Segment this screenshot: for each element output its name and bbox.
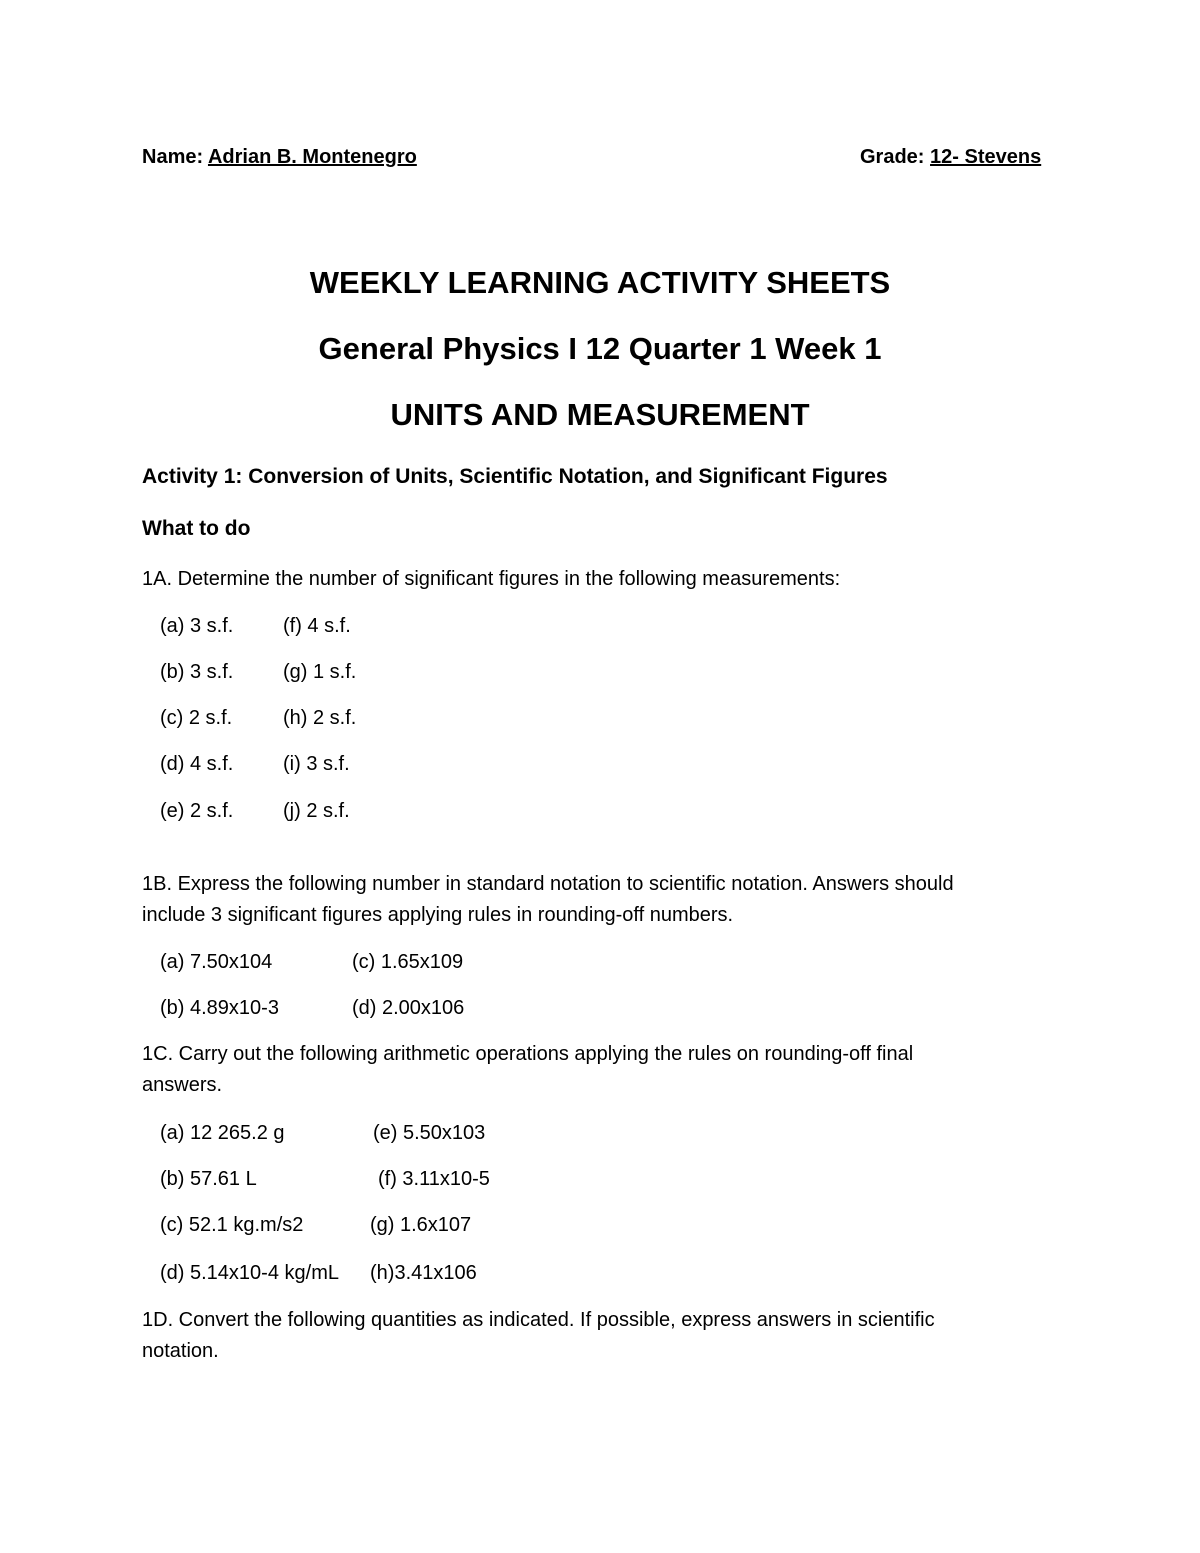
answer-1b-b: (b) 4.89x10-3 [160, 997, 279, 1019]
answer-1b-d: (d) 2.00x106 [352, 997, 465, 1019]
title-topic: UNITS AND MEASUREMENT [390, 397, 810, 432]
answer-1a-g: (g) 1 s.f. [283, 661, 357, 683]
answer-1c-b: (b) 57.61 L [160, 1168, 257, 1190]
instruction-1a: 1A. Determine the number of significant figures in the following measurements: [142, 568, 841, 590]
what-to-do-heading: What to do [142, 517, 251, 540]
instruction-1d-line1: 1D. Convert the following quantities as indicated. If possible, express answers in scientific [142, 1309, 935, 1331]
answer-1a-i: (i) 3 s.f. [283, 753, 350, 775]
instruction-1c-line2: answers. [142, 1074, 223, 1096]
answer-1b-a: (a) 7.50x104 [160, 951, 273, 973]
answer-1a-b: (b) 3 s.f. [160, 661, 234, 683]
name-label: Name: [142, 146, 208, 168]
answer-1a-h: (h) 2 s.f. [283, 707, 357, 729]
answer-1c-f: (f) 3.11x10-5 [378, 1168, 490, 1190]
answer-1a-a: (a) 3 s.f. [160, 615, 234, 637]
grade-field [860, 145, 1041, 169]
name-field [142, 145, 417, 169]
activity-title: Activity 1: Conversion of Units, Scientific Notation, and Significant Figures [142, 465, 888, 488]
answer-1c-g: (g) 1.6x107 [370, 1214, 472, 1236]
title-subject-quarter: General Physics I 12 Quarter 1 Week 1 [318, 331, 882, 366]
answer-1c-e: (e) 5.50x103 [373, 1122, 486, 1144]
instruction-1b-line1: 1B. Express the following number in standard notation to scientific notation. Answers should [142, 873, 954, 895]
instruction-1d-line2: notation. [142, 1340, 219, 1362]
answer-1c-a: (a) 12 265.2 g [160, 1122, 285, 1144]
grade-value: 12- Stevens [930, 146, 1042, 168]
title-weekly-sheets: WEEKLY LEARNING ACTIVITY SHEETS [309, 265, 891, 300]
grade-label: Grade: [860, 146, 931, 168]
answer-1a-c: (c) 2 s.f. [160, 707, 233, 729]
answer-1a-e: (e) 2 s.f. [160, 800, 234, 822]
instruction-1c-line1: 1C. Carry out the following arithmetic operations applying the rules on rounding-off final [142, 1043, 914, 1065]
name-value: Adrian B. Montenegro [207, 146, 417, 168]
answer-1a-f: (f) 4 s.f. [283, 615, 351, 637]
answer-1c-h: (h)3.41x106 [370, 1262, 477, 1284]
answer-1a-d: (d) 4 s.f. [160, 753, 234, 775]
instruction-1b-line2: include 3 significant figures applying rules in rounding-off numbers. [142, 904, 734, 926]
answer-1c-d: (d) 5.14x10-4 kg/mL [160, 1262, 339, 1284]
answer-1b-c: (c) 1.65x109 [352, 951, 464, 973]
answer-1a-j: (j) 2 s.f. [283, 800, 350, 822]
answer-1c-c: (c) 52.1 kg.m/s2 [160, 1214, 304, 1236]
